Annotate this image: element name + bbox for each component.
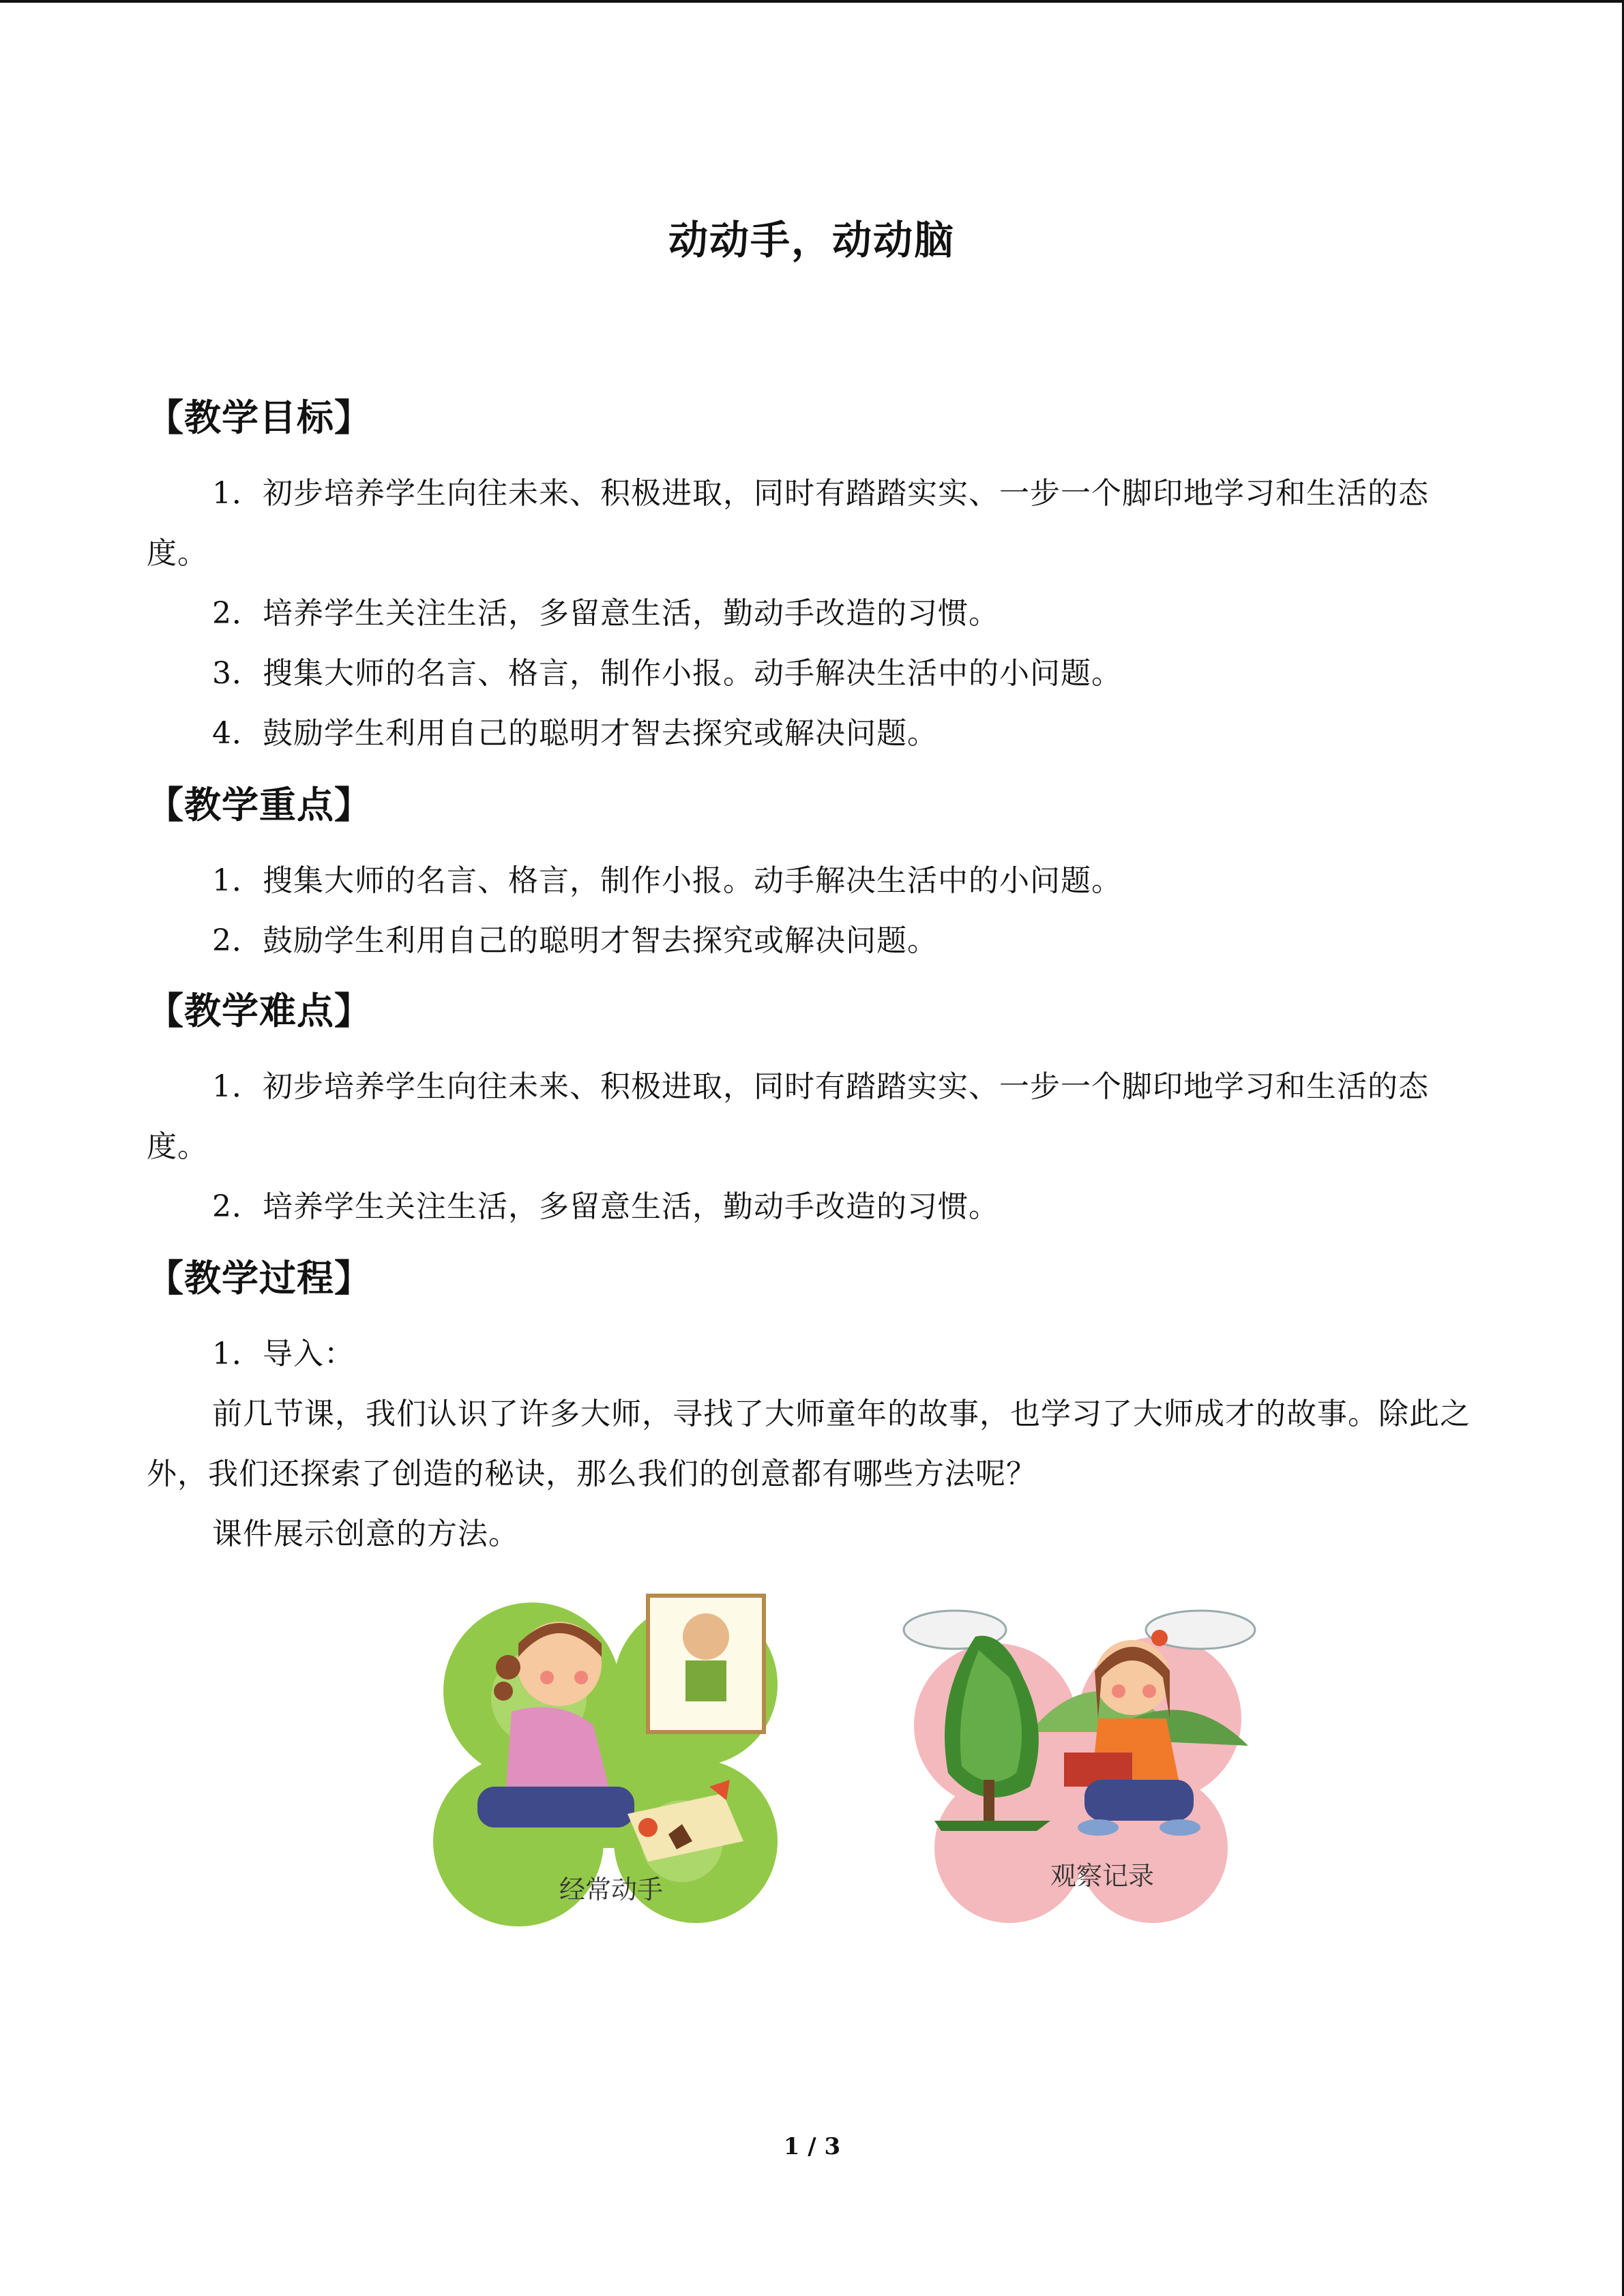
caption-observe-record: 观察记录 bbox=[1050, 1861, 1155, 1891]
heading-teaching-process: 【教学过程】 bbox=[147, 1256, 372, 1300]
goal-item-3: 3．搜集大师的名言、格言，制作小报。动手解决生活中的小问题。 bbox=[212, 656, 1122, 691]
goal-item-1: 1．初步培养学生向往未来、积极进取，同时有踏踏实实、一步一个脚印地学习和生活的态度。 bbox=[147, 476, 1429, 571]
heading-difficulties: 【教学难点】 bbox=[147, 989, 372, 1032]
page-number: 1 / 3 bbox=[783, 2133, 841, 2160]
process-paragraph: 前几节课，我们认识了许多大师，寻找了大师童年的故事，也学习了大师成才的故事。除此之外，我们还探索了创造的秘诀，那么我们的创意都有哪些方法呢？ bbox=[147, 1397, 1471, 1491]
heading-key-points: 【教学重点】 bbox=[147, 783, 372, 826]
goal-item-2: 2．培养学生关注生活，多留意生活，勤动手改造的习惯。 bbox=[212, 596, 999, 631]
illustration-observe-record bbox=[894, 1596, 1275, 1937]
key-point-item-1: 1．搜集大师的名言、格言，制作小报。动手解决生活中的小问题。 bbox=[212, 863, 1122, 898]
difficulty-item-1: 1．初步培养学生向往未来、积极进取，同时有踏踏实实、一步一个脚印地学习和生活的态度。 bbox=[147, 1069, 1429, 1164]
key-point-item-2: 2．鼓励学生利用自己的聪明才智去探究或解决问题。 bbox=[212, 923, 938, 958]
process-item-intro: 1．导入： bbox=[212, 1337, 355, 1371]
illustration-hands-on bbox=[423, 1582, 805, 1937]
difficulty-item-2: 2．培养学生关注生活，多留意生活，勤动手改造的习惯。 bbox=[212, 1189, 999, 1224]
caption-hands-on: 经常动手 bbox=[559, 1875, 664, 1905]
process-courseware: 课件展示创意的方法。 bbox=[212, 1517, 519, 1551]
page-top-border bbox=[0, 0, 1624, 3]
goal-item-4: 4．鼓励学生利用自己的聪明才智去探究或解决问题。 bbox=[212, 716, 938, 751]
heading-teaching-goals: 【教学目标】 bbox=[147, 396, 372, 439]
document-title: 动动手，动动脑 bbox=[668, 217, 955, 263]
